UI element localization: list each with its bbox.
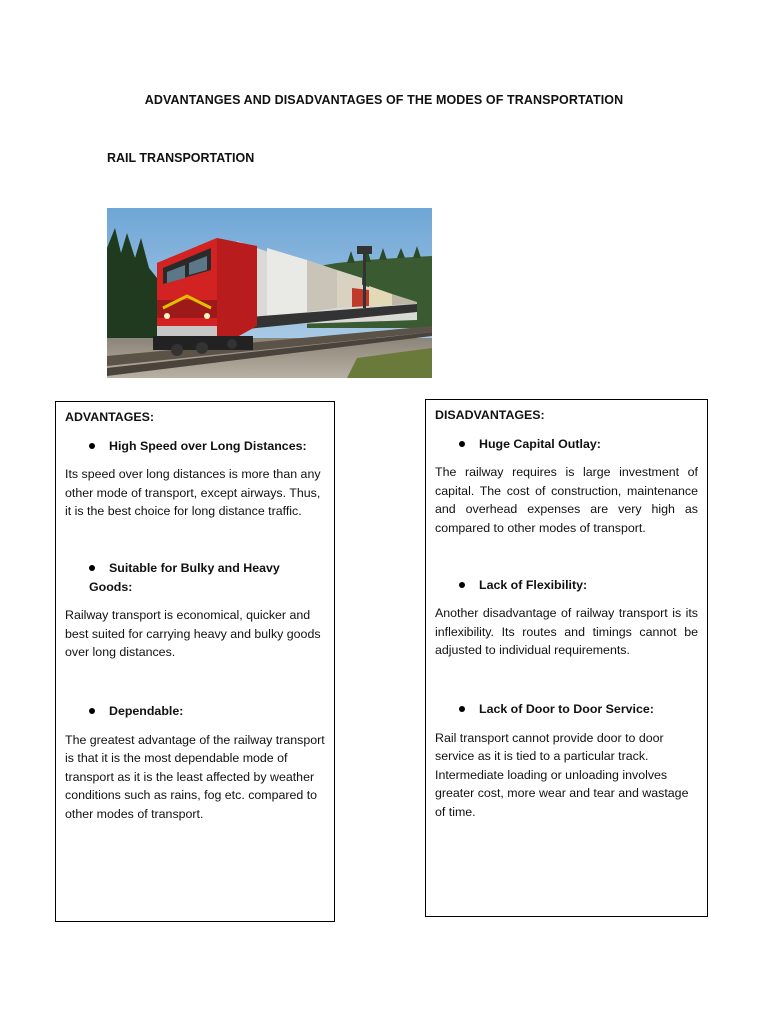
advantages-box — [55, 401, 335, 922]
advantage-text: The greatest advantage of the railway transport is that it is the most dependable mode of transport as it is the least affected by weather conditions such as rains, fog etc. compared to other modes of transport. — [65, 732, 325, 821]
page-title: ADVANTANGES AND DISADVANTAGES OF THE MODES OF TRANSPORTATION — [144, 93, 624, 107]
bullet-icon — [89, 443, 95, 449]
bullet-icon — [89, 708, 95, 714]
disadvantage-title: Huge Capital Outlay: — [435, 435, 698, 454]
section-subtitle: RAIL TRANSPORTATION — [107, 151, 255, 165]
disadvantage-text: Rail transport cannot provide door to door service as it is tied to a particular track. Intermediate loading or unloading involves greater cost, more wear and tear and wastage of time. — [435, 730, 689, 819]
advantage-title: Dependable: — [65, 702, 325, 721]
bullet-icon — [459, 582, 465, 588]
disadvantage-text: Another disadvantage of railway transport is its inflexibility. Its routes and timings cannot be adjusted to individual requirements. — [435, 606, 698, 658]
disadvantage-title: Lack of Flexibility: — [435, 576, 698, 595]
advantage-title: High Speed over Long Distances: — [65, 437, 325, 456]
disadvantages-box — [425, 399, 708, 917]
advantage-title: Suitable for Bulky and Heavy Goods: — [89, 560, 280, 594]
advantage-text: Its speed over long distances is more than any other mode of transport, except airways. Thus, it is the best choice for long distance traffic. — [65, 467, 321, 519]
bullet-icon — [459, 706, 465, 712]
train-illustration — [107, 208, 432, 378]
bullet-icon — [459, 441, 465, 447]
bullet-icon — [89, 565, 95, 571]
advantages-heading: ADVANTAGES: — [65, 410, 155, 424]
disadvantage-title: Lack of Door to Door Service: — [435, 700, 698, 719]
disadvantage-text: The railway requires is large investment of capital. The cost of construction, maintenance and overhead expenses are very high as compared to other modes of transport. — [435, 465, 698, 535]
advantage-text: Railway transport is economical, quicker and best suited for carrying heavy and bulky goods over long distances. — [65, 608, 321, 660]
train-photo — [107, 208, 432, 378]
disadvantages-heading: DISADVANTAGES: — [435, 408, 545, 422]
